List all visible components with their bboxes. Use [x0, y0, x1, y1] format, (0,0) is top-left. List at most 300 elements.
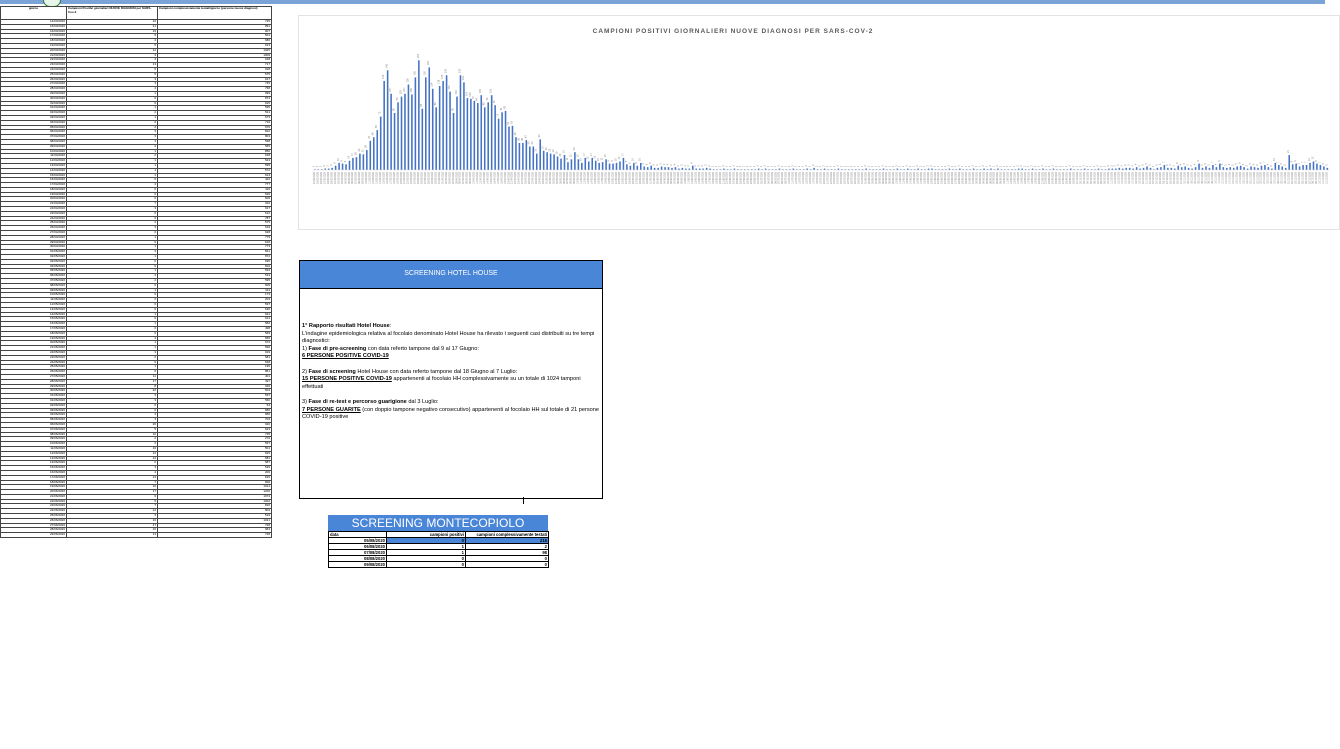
bar-62 — [529, 146, 531, 170]
positives-cell: 4 — [67, 413, 158, 418]
date-cell: 03/05/2020 — [1, 259, 67, 264]
date-cell: 22/03/2020 — [1, 58, 67, 63]
date-cell: 16/06/2020 — [1, 470, 67, 475]
bar-9 — [345, 164, 347, 170]
data-label-26: 107 — [402, 87, 406, 92]
x-tick-label-193: 04/09/2020 — [982, 172, 986, 184]
bar-14 — [363, 154, 365, 170]
date-cell: 25/03/2020 — [1, 72, 67, 77]
data-label-111: 2 — [697, 165, 701, 167]
x-tick-label-56: 20/04/2020 — [507, 172, 511, 184]
data-label-118: 2 — [721, 165, 725, 167]
x-tick-label-42: 06/04/2020 — [458, 172, 462, 184]
tested-cell: 917 — [158, 207, 272, 212]
data-label-108: 2 — [687, 165, 691, 167]
bar-53 — [498, 119, 500, 170]
data-label-42: 133 — [458, 68, 462, 74]
data-label-189: 1 — [968, 165, 972, 168]
data-label-106: 3 — [680, 164, 684, 166]
bar-27 — [408, 85, 410, 171]
x-tick-label-66: 30/04/2020 — [541, 172, 545, 184]
positives-cell: 0 — [67, 197, 158, 202]
x-tick-label-165: 07/08/2020 — [885, 172, 889, 184]
data-label-151: 2 — [836, 165, 840, 167]
bar-95 — [643, 166, 645, 170]
x-tick-label-292: 12/12/2020 — [1325, 172, 1329, 184]
header-testati: Campioni complessivamente testati/giorno (persone nuove diagnosi) — [158, 7, 272, 20]
data-label-227: 1 — [1099, 165, 1103, 168]
date-cell: 10/05/2020 — [1, 293, 67, 298]
data-label-2: 1 — [319, 165, 323, 168]
data-label-140: 1 — [798, 165, 802, 168]
data-label-277: 10 — [1273, 157, 1277, 161]
x-tick-label-288: 08/12/2020 — [1311, 172, 1315, 184]
bar-37 — [442, 81, 444, 170]
x-tick-label-5: 29/02/2020 — [330, 172, 334, 184]
x-tick-label-46: 10/04/2020 — [472, 172, 476, 184]
tested-cell: 410 — [158, 187, 272, 192]
positives-cell: 0 — [67, 360, 158, 365]
data-label-154: 1 — [846, 165, 850, 168]
x-tick-label-55: 19/04/2020 — [503, 172, 507, 184]
date-cell: 01/04/2020 — [1, 106, 67, 111]
bar-6 — [335, 166, 337, 170]
bar-265 — [1233, 168, 1235, 170]
mc-positives-cell: 1 — [387, 544, 466, 550]
positives-cell: 0 — [67, 293, 158, 298]
x-tick-label-90: 24/05/2020 — [625, 172, 629, 184]
x-tick-label-259: 09/11/2020 — [1211, 172, 1215, 184]
date-cell: 24/06/2020 — [1, 509, 67, 514]
data-label-284: 5 — [1297, 162, 1301, 165]
positives-cell: 4 — [67, 87, 158, 92]
tested-cell: 695 — [158, 259, 272, 264]
x-tick-label-272: 22/11/2020 — [1256, 172, 1260, 184]
x-tick-label-23: 18/03/2020 — [392, 172, 396, 184]
date-cell: 30/03/2020 — [1, 96, 67, 101]
x-tick-label-225: 06/10/2020 — [1093, 172, 1097, 184]
positives-cell: 2 — [67, 355, 158, 360]
date-cell: 06/06/2020 — [1, 422, 67, 427]
x-tick-label-227: 08/10/2020 — [1100, 172, 1104, 184]
data-label-28: 106 — [409, 88, 413, 93]
x-tick-label-194: 05/09/2020 — [985, 172, 989, 184]
data-label-9: 8 — [343, 160, 347, 163]
x-tick-label-271: 21/11/2020 — [1252, 172, 1256, 184]
x-tick-label-202: 13/09/2020 — [1013, 172, 1017, 184]
tested-cell: 1025 — [158, 48, 272, 53]
x-tick-label-117: 20/06/2020 — [718, 172, 722, 184]
bar-28 — [411, 94, 413, 170]
x-tick-label-92: 26/05/2020 — [632, 172, 636, 184]
positives-cell: 10 — [67, 485, 158, 490]
x-tick-label-190: 01/09/2020 — [971, 172, 975, 184]
x-tick-label-270: 20/11/2020 — [1249, 172, 1253, 184]
tested-cell: 618 — [158, 154, 272, 159]
data-label-164: 2 — [881, 165, 885, 167]
x-tick-label-126: 29/06/2020 — [750, 172, 753, 184]
data-label-35: 88 — [434, 102, 438, 106]
data-label-158: 1 — [860, 165, 864, 168]
data-label-74: 15 — [569, 154, 573, 158]
positives-cell: 9 — [67, 34, 158, 39]
data-label-66: 27 — [541, 145, 545, 149]
x-tick-label-173: 15/08/2020 — [912, 172, 916, 184]
bar-73 — [567, 162, 569, 170]
tested-cell: 907 — [158, 29, 272, 34]
x-tick-label-136: 09/07/2020 — [784, 172, 788, 184]
positives-cell: 6 — [67, 67, 158, 72]
x-tick-label-243: 24/10/2020 — [1155, 172, 1159, 184]
tested-cell: 575 — [158, 72, 272, 77]
x-tick-label-149: 22/07/2020 — [829, 172, 833, 184]
mc-tested-cell: 0 — [466, 556, 549, 562]
x-tick-label-99: 02/06/2020 — [656, 172, 660, 184]
x-tick-label-113: 16/06/2020 — [704, 172, 708, 184]
bar-30 — [418, 60, 420, 170]
date-cell: 26/05/2020 — [1, 370, 67, 375]
date-cell: 01/05/2020 — [1, 250, 67, 255]
data-label-213: 2 — [1051, 165, 1055, 167]
data-label-103: 3 — [669, 164, 673, 166]
x-tick-label-88: 22/05/2020 — [618, 172, 622, 184]
x-tick-label-224: 05/10/2020 — [1089, 172, 1093, 184]
data-label-183: 2 — [947, 165, 951, 167]
positives-cell: 0 — [67, 307, 158, 312]
tested-cell: 779 — [158, 235, 272, 240]
tested-cell: 768 — [158, 87, 272, 92]
bar-70 — [557, 156, 559, 170]
x-tick-label-70: 04/05/2020 — [555, 172, 559, 184]
x-tick-label-65: 29/04/2020 — [538, 172, 542, 184]
data-label-169: 1 — [898, 165, 902, 168]
bar-32 — [425, 77, 427, 170]
x-tick-label-83: 17/05/2020 — [600, 172, 604, 184]
tested-cell: 614 — [158, 317, 272, 322]
data-label-288: 12 — [1311, 156, 1315, 160]
bar-260 — [1216, 167, 1218, 170]
data-label-132: 1 — [770, 165, 774, 168]
bar-285 — [1302, 165, 1304, 170]
bar-29 — [415, 77, 417, 170]
date-cell: 27/04/2020 — [1, 231, 67, 236]
bar-81 — [595, 161, 597, 170]
tested-cell: 587 — [158, 461, 272, 466]
positives-cell: 2 — [67, 442, 158, 447]
data-label-83: 11 — [600, 157, 604, 161]
data-label-92: 10 — [631, 157, 635, 161]
tested-cell: 619 — [158, 226, 272, 231]
tested-cell: 680 — [158, 408, 272, 413]
tested-cell: 616 — [158, 240, 272, 245]
x-tick-label-268: 18/11/2020 — [1242, 172, 1246, 184]
x-tick-label-142: 15/07/2020 — [805, 171, 809, 184]
date-cell: 23/05/2020 — [1, 355, 67, 360]
x-tick-label-71: 05/05/2020 — [559, 172, 563, 184]
tested-cell: 918 — [158, 67, 272, 72]
top-ribbon — [0, 0, 1325, 4]
bar-239 — [1143, 168, 1145, 170]
x-tick-label-256: 06/11/2020 — [1200, 172, 1204, 184]
date-cell: 28/05/2020 — [1, 379, 67, 384]
x-tick-label-25: 20/03/2020 — [399, 172, 403, 184]
data-label-112: 2 — [701, 165, 705, 167]
tested-cell: 773 — [158, 245, 272, 250]
bar-74 — [571, 159, 573, 170]
x-tick-label-209: 20/09/2020 — [1037, 172, 1041, 184]
bar-246 — [1167, 168, 1169, 170]
data-label-90: 8 — [624, 160, 628, 163]
x-tick-label-159: 01/08/2020 — [864, 172, 868, 184]
x-tick-label-123: 26/06/2020 — [739, 172, 743, 184]
positives-cell: 0 — [67, 192, 158, 197]
data-label-263: 3 — [1224, 164, 1228, 166]
x-tick-label-39: 03/04/2020 — [448, 172, 452, 184]
data-label-31: 86 — [420, 103, 424, 107]
x-tick-label-267: 17/11/2020 — [1238, 172, 1242, 184]
mc-header-positivi: campioni positivi — [387, 532, 466, 538]
data-label-208: 1 — [1033, 165, 1037, 168]
tested-cell: 1200 — [158, 490, 272, 495]
data-label-252: 3 — [1186, 164, 1190, 166]
tested-cell: 735 — [158, 432, 272, 437]
data-label-262: 4 — [1221, 163, 1225, 166]
bar-12 — [356, 157, 358, 170]
date-cell: 22/05/2020 — [1, 350, 67, 355]
positives-cell: 3 — [67, 82, 158, 87]
data-label-282: 8 — [1290, 160, 1294, 163]
bar-51 — [491, 95, 493, 170]
tested-cell: 676 — [158, 125, 272, 130]
x-tick-label-48: 12/04/2020 — [479, 172, 483, 184]
x-tick-label-104: 07/06/2020 — [673, 172, 677, 184]
x-tick-label-40: 04/04/2020 — [451, 172, 455, 184]
x-tick-label-115: 18/06/2020 — [711, 172, 715, 184]
chart-title: CAMPIONI POSITIVI GIORNALIERI NUOVE DIAGNOSI PER SARS-COV-2 — [592, 28, 874, 35]
x-tick-label-177: 19/08/2020 — [926, 172, 930, 184]
data-label-52: 91 — [493, 100, 497, 104]
phase-1-line: 1) Fase di pre-screening con data referto tampone dal 9 al 17 Giugno: — [302, 345, 479, 352]
date-cell: 23/03/2020 — [1, 63, 67, 68]
x-tick-label-131: 04/07/2020 — [767, 172, 771, 184]
date-cell: 02/04/2020 — [1, 111, 67, 116]
data-label-130: 2 — [763, 165, 767, 167]
data-label-276: 2 — [1269, 165, 1273, 167]
data-label-271: 4 — [1252, 163, 1256, 166]
positives-cell: 13 — [67, 475, 158, 480]
data-label-242: 1 — [1151, 165, 1155, 168]
tested-cell: 595 — [158, 279, 272, 284]
bar-10 — [349, 161, 351, 170]
data-label-49: 88 — [482, 102, 486, 106]
x-tick-label-221: 02/10/2020 — [1079, 172, 1083, 184]
data-label-122: 1 — [735, 165, 739, 168]
data-label-202: 1 — [1013, 165, 1017, 168]
data-label-232: 3 — [1117, 164, 1121, 166]
data-label-240: 5 — [1144, 162, 1148, 165]
tested-cell: 815 — [158, 451, 272, 456]
bar-237 — [1136, 167, 1138, 170]
x-tick-label-251: 01/11/2020 — [1183, 172, 1187, 184]
bar-275 — [1268, 167, 1270, 170]
data-label-182: 1 — [943, 165, 947, 168]
data-label-233: 2 — [1120, 165, 1124, 167]
x-tick-label-106: 09/06/2020 — [680, 172, 684, 184]
positives-cell: 13 — [67, 63, 158, 68]
x-tick-label-205: 16/09/2020 — [1023, 172, 1027, 184]
bar-56 — [508, 127, 510, 170]
data-label-128: 2 — [756, 165, 760, 167]
data-label-135: 1 — [780, 165, 784, 168]
x-tick-label-11: 06/03/2020 — [351, 172, 355, 184]
x-tick-label-67: 01/05/2020 — [545, 172, 549, 184]
bar-268 — [1243, 167, 1245, 170]
date-cell: 16/05/2020 — [1, 322, 67, 327]
bar-287 — [1309, 163, 1311, 170]
x-tick-label-207: 18/09/2020 — [1030, 172, 1034, 184]
data-label-221: 1 — [1079, 165, 1083, 168]
data-label-235: 3 — [1127, 164, 1131, 166]
x-tick-label-68: 02/05/2020 — [548, 172, 552, 184]
x-tick-label-15: 10/03/2020 — [365, 172, 369, 184]
bar-85 — [609, 164, 611, 170]
bar-20 — [383, 81, 385, 170]
data-label-87: 10 — [614, 157, 618, 161]
positives-cell: 1 — [67, 288, 158, 293]
x-tick-label-169: 11/08/2020 — [899, 172, 903, 184]
bar-279 — [1281, 166, 1283, 170]
data-label-51: 105 — [489, 88, 493, 94]
bar-292 — [1327, 168, 1329, 170]
positives-cell: 1 — [67, 173, 158, 178]
bar-65 — [539, 139, 541, 170]
bar-252 — [1188, 168, 1190, 170]
data-label-257: 5 — [1203, 162, 1207, 165]
positives-cell: 1 — [67, 149, 158, 154]
date-cell: 20/03/2020 — [1, 48, 67, 53]
tested-cell: 1021 — [158, 518, 272, 523]
date-cell: 30/04/2020 — [1, 245, 67, 250]
bar-58 — [515, 137, 517, 170]
data-label-270: 5 — [1248, 162, 1252, 165]
mc-positives-cell: 0 — [387, 538, 466, 544]
positives-cell: 26 — [67, 422, 158, 427]
positives-cell: 1 — [67, 312, 158, 317]
x-tick-label-138: 11/07/2020 — [791, 172, 795, 184]
date-cell: 12/04/2020 — [1, 159, 67, 164]
tested-cell: 950 — [158, 413, 272, 418]
data-label-59: 38 — [517, 138, 521, 141]
date-cell: 27/05/2020 — [1, 374, 67, 379]
data-label-27: 120 — [406, 78, 410, 83]
screening-hotel-panel — [299, 260, 603, 499]
date-cell: 14/03/2020 — [1, 20, 67, 25]
data-label-283: 9 — [1294, 160, 1298, 162]
date-cell: 13/06/2020 — [1, 456, 67, 461]
date-cell: 15/06/2020 — [1, 466, 67, 471]
data-label-163: 1 — [877, 165, 881, 168]
data-label-274: 7 — [1262, 161, 1266, 164]
date-cell: 03/06/2020 — [1, 408, 67, 413]
data-label-153: 1 — [843, 165, 847, 168]
bar-8 — [342, 164, 344, 170]
positives-cell: 0 — [67, 408, 158, 413]
data-label-211: 1 — [1044, 165, 1048, 168]
tested-cell: 614 — [158, 173, 272, 178]
x-tick-label-261: 11/11/2020 — [1218, 172, 1222, 184]
x-tick-label-74: 08/05/2020 — [569, 172, 573, 184]
x-tick-label-81: 15/05/2020 — [593, 172, 597, 184]
x-tick-label-174: 16/08/2020 — [916, 172, 920, 184]
tested-cell: 598 — [158, 139, 272, 144]
report-intro: L'indagine epidemiologica relativa al focolaio denominato Hotel House ha rilevato i seguenti casi distribuiti su tre tempi diagnostici: — [302, 330, 595, 345]
data-label-72: 21 — [562, 150, 566, 154]
data-label-138: 2 — [791, 165, 795, 167]
data-label-155: 1 — [850, 165, 854, 168]
x-tick-label-53: 17/04/2020 — [496, 172, 500, 184]
bar-42 — [460, 75, 462, 170]
x-tick-label-191: 02/09/2020 — [975, 172, 979, 184]
screening-montecopiolo-panel — [328, 515, 548, 568]
mc-tested-cell: 216 — [466, 538, 549, 544]
positives-cell: 12 — [67, 509, 158, 514]
bar-91 — [630, 166, 632, 170]
positives-cell: 0 — [67, 403, 158, 408]
date-cell: 08/04/2020 — [1, 139, 67, 144]
data-label-170: 1 — [902, 165, 906, 168]
tested-cell: 804 — [158, 509, 272, 514]
data-label-3: 2 — [323, 165, 327, 167]
date-cell: 16/04/2020 — [1, 178, 67, 183]
data-label-248: 2 — [1172, 165, 1176, 167]
bar-66 — [543, 151, 545, 170]
tested-cell: 816 — [158, 504, 272, 509]
x-tick-label-238: 19/10/2020 — [1138, 172, 1142, 184]
date-cell: 21/06/2020 — [1, 494, 67, 499]
positives-cell: 1 — [67, 168, 158, 173]
data-label-80: 17 — [590, 152, 594, 156]
bar-286 — [1306, 165, 1308, 170]
tested-cell: 600 — [158, 197, 272, 202]
x-tick-label-30: 25/03/2020 — [417, 172, 421, 184]
data-label-121: 2 — [732, 165, 736, 167]
date-cell: 17/06/2020 — [1, 475, 67, 480]
date-cell: 07/04/2020 — [1, 135, 67, 140]
data-label-261: 9 — [1217, 160, 1221, 162]
date-cell: 14/06/2020 — [1, 461, 67, 466]
data-label-256: 3 — [1200, 164, 1204, 166]
tested-cell: 630 — [158, 307, 272, 312]
mc-tested-cell: 2 — [466, 544, 549, 550]
x-tick-label-141: 14/07/2020 — [802, 172, 806, 184]
bar-284 — [1299, 166, 1301, 170]
date-cell: 29/03/2020 — [1, 91, 67, 96]
date-cell: 30/05/2020 — [1, 389, 67, 394]
data-label-16: 41 — [368, 135, 372, 139]
data-label-43: 123 — [461, 76, 465, 81]
tested-cell: 745 — [158, 82, 272, 87]
data-label-286: 7 — [1304, 161, 1308, 164]
data-label-190: 2 — [971, 165, 975, 167]
phase-1-result: 6 PERSONE POSITIVE COVID-19 — [302, 353, 389, 360]
data-label-21: 140 — [385, 63, 389, 69]
x-tick-label-237: 18/10/2020 — [1134, 172, 1138, 184]
data-label-123: 1 — [739, 165, 743, 168]
x-tick-label-234: 15/10/2020 — [1124, 172, 1128, 184]
tested-cell: 501 — [158, 34, 272, 39]
x-tick-label-279: 29/11/2020 — [1280, 172, 1284, 184]
mc-tested-cell: 0 — [466, 562, 549, 568]
